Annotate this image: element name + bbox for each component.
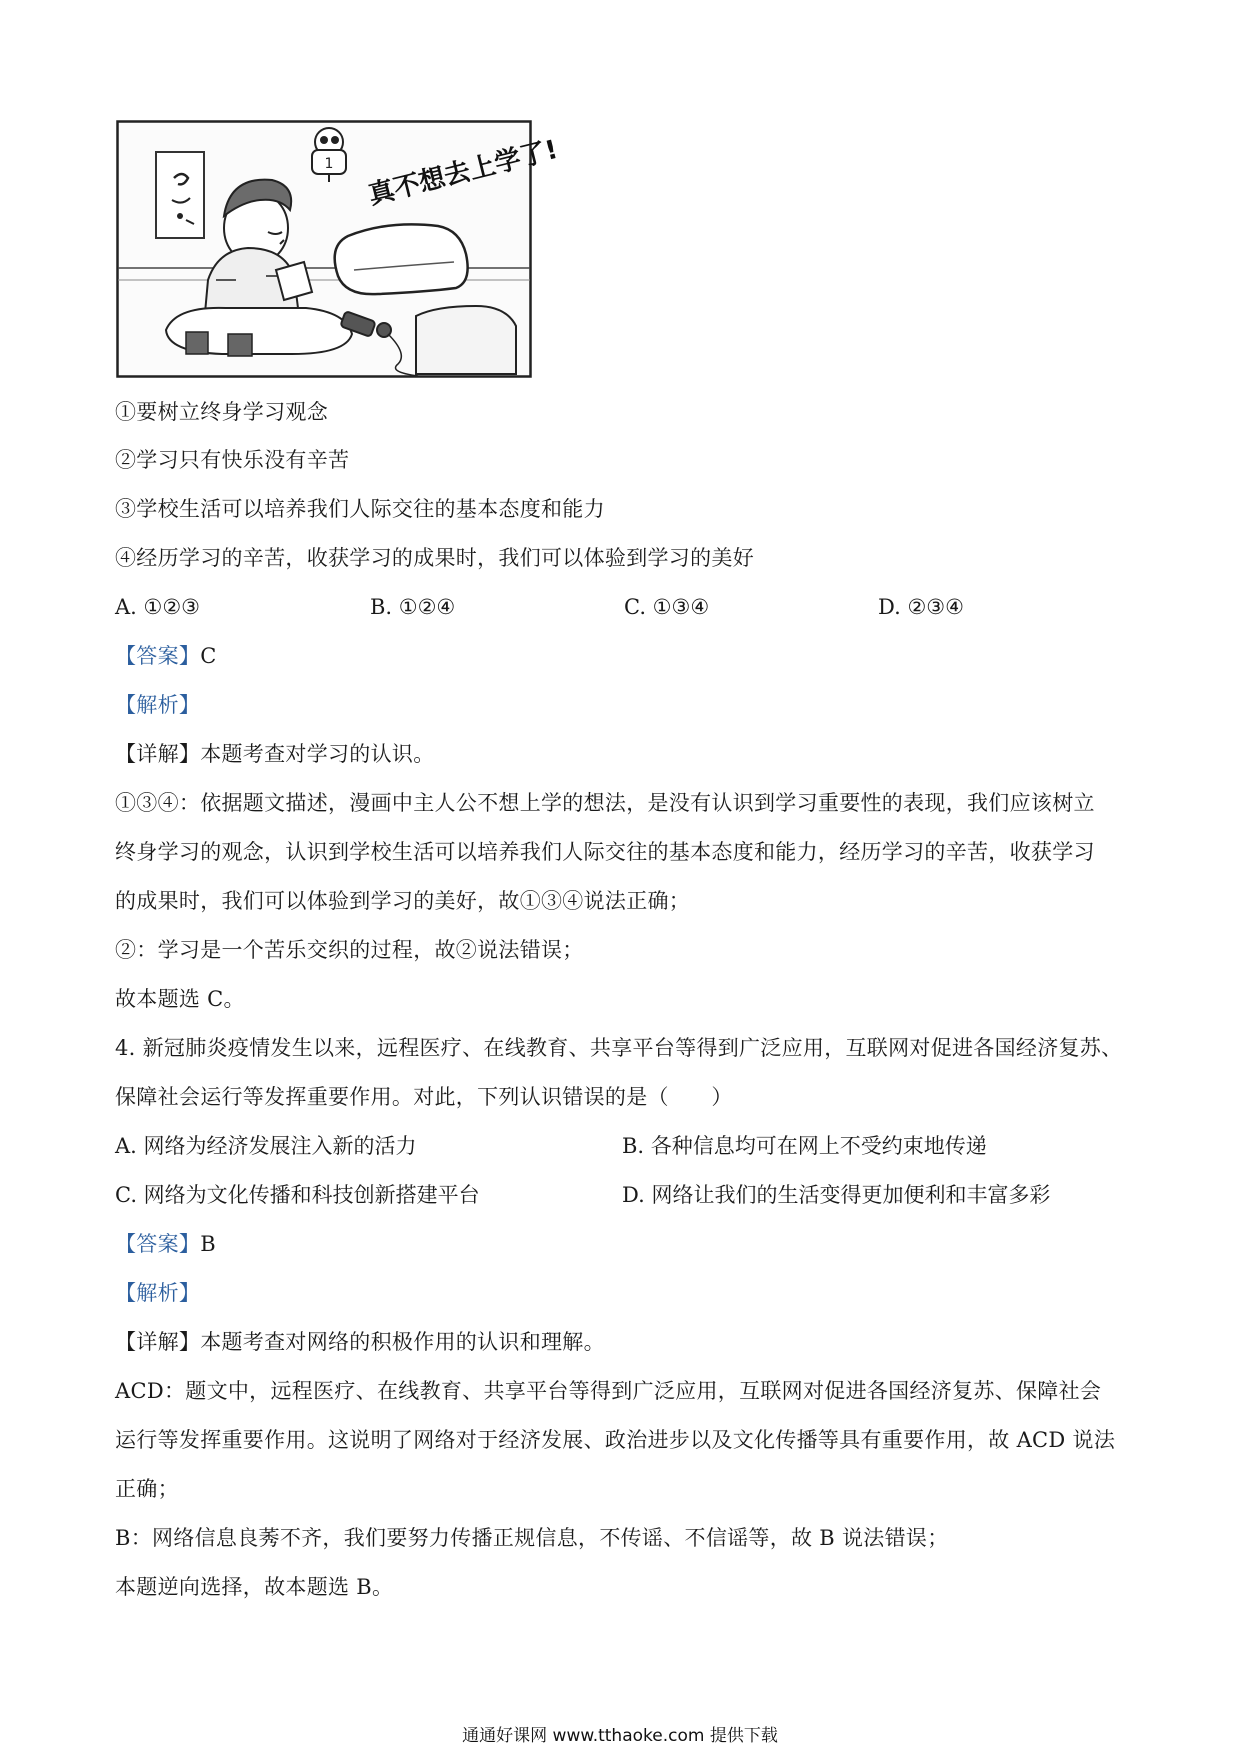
q3-explanation-line-2: 终身学习的观念，认识到学校生活可以培养我们人际交往的基本态度和能力，经历学习的辛苦，收获学习	[115, 840, 1095, 864]
detail-tag: 【详解】	[115, 1330, 201, 1354]
q4-explanation-line-4: B：网络信息良莠不齐，我们要努力传播正规信息，不传谣、不信谣等，故 B 说法错误；	[115, 1526, 949, 1550]
q4-stem-line-1: 4. 新冠肺炎疫情发生以来，远程医疗、在线教育、共享平台等得到广泛应用，互联网对促进各国经济复苏、	[115, 1036, 1123, 1060]
cartoon-illustration	[116, 120, 561, 378]
q3-explanation-line-3: 的成果时，我们可以体验到学习的美好，故①③④说法正确；	[115, 889, 691, 913]
q3-option-c: C. ①③④	[624, 595, 710, 619]
page-footer: 通通好课网 www.tthaoke.com 提供下载	[462, 1726, 778, 1746]
q4-option-c: C. 网络为文化传播和科技创新搭建平台	[115, 1183, 480, 1207]
detail-tag: 【详解】	[115, 742, 201, 766]
q3-answer	[115, 641, 217, 671]
q3-explanation-line-5: 故本题选 C。	[115, 987, 245, 1011]
speech-text: 真不想去上学了!	[365, 134, 561, 211]
q4-option-a: A. 网络为经济发展注入新的活力	[115, 1134, 417, 1158]
q4-option-b: B. 各种信息均可在网上不受约束地传递	[622, 1134, 987, 1158]
statement-1: ①要树立终身学习观念	[115, 400, 328, 424]
q3-explanation-line-1: ①③④：依据题文描述，漫画中主人公不想上学的想法，是没有认识到学习重要性的表现，我们应该树立	[115, 791, 1095, 815]
clock-number: 1	[324, 156, 334, 172]
q4-explanation-line-5: 本题逆向选择，故本题选 B。	[115, 1575, 394, 1599]
answer-tag: 【答案】	[115, 1232, 201, 1256]
q4-explanation-line-1: ACD：题文中，远程医疗、在线教育、共享平台等得到广泛应用，互联网对促进各国经济复苏、保障社会	[115, 1379, 1102, 1403]
q4-answer	[115, 1229, 216, 1259]
q4-explanation-line-3: 正确；	[115, 1477, 179, 1501]
q3-option-b: B. ①②④	[370, 595, 456, 619]
statement-2: ②学习只有快乐没有辛苦	[115, 448, 350, 472]
statement-4: ④经历学习的辛苦，收获学习的成果时，我们可以体验到学习的美好	[115, 546, 754, 570]
q4-stem-line-2: 保障社会运行等发挥重要作用。对此，下列认识错误的是（ ）	[115, 1085, 733, 1109]
statement-3: ③学校生活可以培养我们人际交往的基本态度和能力	[115, 497, 605, 521]
detail-text: 本题考查对学习的认识。	[200, 742, 435, 766]
answer-tag: 【答案】	[115, 644, 201, 668]
detail-text: 本题考查对网络的积极作用的认识和理解。	[200, 1330, 605, 1354]
q3-detail	[115, 739, 435, 769]
q4-explanation-line-2: 运行等发挥重要作用。这说明了网络对于经济发展、政治进步以及文化传播等具有重要作用，故 ACD 说法	[115, 1428, 1116, 1452]
q3-option-d: D. ②③④	[878, 595, 964, 619]
q4-analysis-tag: 【解析】	[115, 1281, 201, 1305]
answer-value: B	[200, 1232, 216, 1256]
q4-option-d: D. 网络让我们的生活变得更加便利和丰富多彩	[622, 1183, 1051, 1207]
q3-option-a: A. ①②③	[115, 595, 200, 619]
q4-detail	[115, 1327, 605, 1357]
q3-analysis-tag: 【解析】	[115, 693, 201, 717]
answer-value: C	[200, 644, 217, 668]
q3-explanation-line-4: ②：学习是一个苦乐交织的过程，故②说法错误；	[115, 938, 584, 962]
